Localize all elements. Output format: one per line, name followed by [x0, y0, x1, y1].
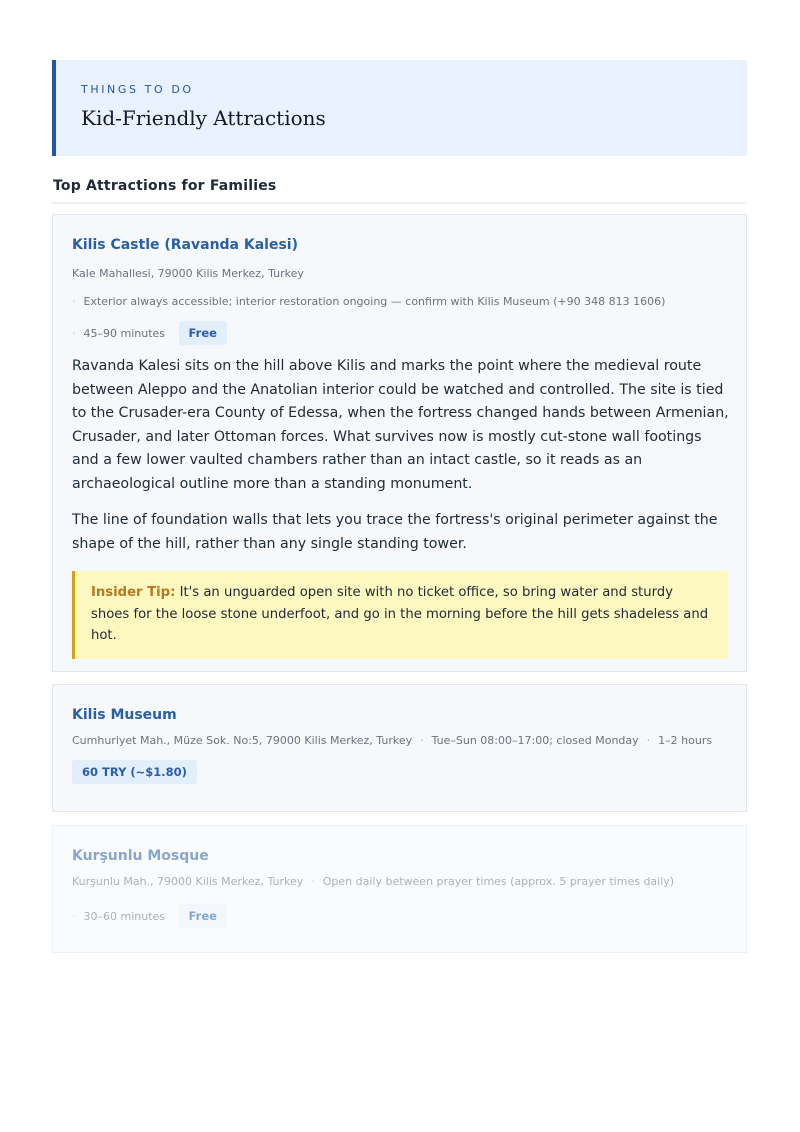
- section-divider: [52, 202, 747, 204]
- price-badge: Free: [179, 904, 227, 928]
- price-badge: 60 TRY (~$1.80): [72, 760, 197, 784]
- bullet-dot: ·: [72, 295, 76, 308]
- price-badge: Free: [179, 321, 227, 345]
- attraction-card-kursunlu-mosque: [52, 825, 747, 953]
- bullet-dot: ·: [72, 910, 76, 923]
- attraction-duration-row: [72, 904, 227, 928]
- attraction-address: Cumhuriyet Mah., Müze Sok. No:5, 79000 Kilis Merkez, Turkey: [72, 734, 413, 747]
- page-header: [52, 60, 747, 156]
- eyebrow-label: THINGS TO DO: [81, 83, 194, 96]
- attraction-name-link[interactable]: Kilis Museum: [72, 707, 177, 723]
- attraction-description: Ravanda Kalesi sits on the hill above Kilis and marks the point where the medieval route between Aleppo and the Anatolian interior could be watched and controlled. The site is tied to the Crusader-era County of Edessa, when the fortress changed hands between Armenian, Crusader, and later Ottoman forces. What survives now is mostly cut-stone wall footings and a few lower vaulted chambers rather than an intact castle, so it reads as an archaeological outline more than a standing monument.: [72, 358, 729, 492]
- price-row: [72, 760, 197, 784]
- attraction-duration: 45–90 minutes: [83, 327, 166, 340]
- attraction-hours: Open daily between prayer times (approx. 5 prayer times daily): [322, 875, 675, 888]
- attraction-card-kilis-museum: [52, 684, 747, 812]
- attraction-hours: Tue–Sun 08:00–17:00; closed Monday: [431, 734, 639, 747]
- section-title: Top Attractions for Families: [53, 178, 277, 194]
- attraction-duration: 30–60 minutes: [83, 910, 166, 923]
- attraction-meta-row: [72, 734, 712, 747]
- attraction-access: Exterior always accessible; interior restoration ongoing — confirm with Kilis Museum (+90 348 813 1606): [83, 295, 666, 308]
- attraction-name-link[interactable]: Kurşunlu Mosque: [72, 848, 209, 864]
- attraction-access-row: [72, 295, 665, 308]
- insider-tip-label: Insider Tip:: [91, 585, 176, 600]
- attraction-duration: 1–2 hours: [658, 734, 713, 747]
- page-title: Kid-Friendly Attractions: [81, 106, 326, 130]
- attraction-name-link[interactable]: Kilis Castle (Ravanda Kalesi): [72, 237, 298, 253]
- separator-dot: ·: [646, 734, 651, 747]
- insider-tip-text: It's an unguarded open site with no ticket office, so bring water and sturdy shoes for the loose stone underfoot, and go in the morning before the hill gets shadeless and hot.: [91, 585, 709, 643]
- attraction-card-kilis-castle: [52, 214, 747, 672]
- attraction-address: Kale Mahallesi, 79000 Kilis Merkez, Turkey: [72, 267, 304, 280]
- attraction-highlight: The line of foundation walls that lets you trace the fortress's original perimeter against the shape of the hill, rather than any single standing tower.: [72, 512, 718, 552]
- attraction-duration-row: [72, 321, 227, 345]
- bullet-dot: ·: [72, 327, 76, 340]
- attraction-meta-row: [72, 875, 674, 888]
- separator-dot: ·: [311, 875, 315, 888]
- insider-tip: [72, 571, 728, 659]
- attraction-address: Kurşunlu Mah., 79000 Kilis Merkez, Turkey: [72, 875, 304, 888]
- separator-dot: ·: [420, 734, 424, 747]
